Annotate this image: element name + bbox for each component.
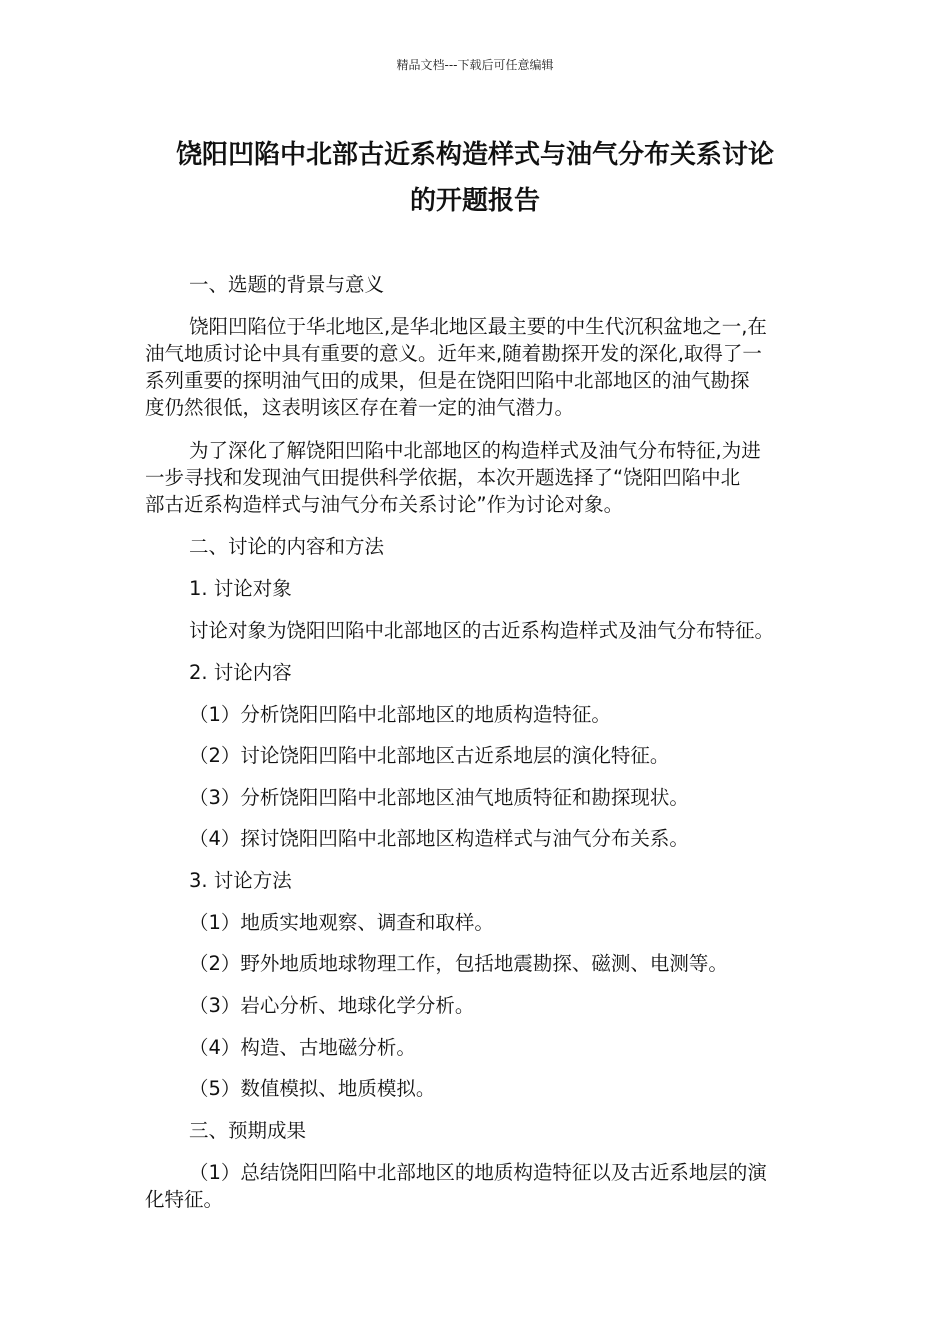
- subsection-1-heading: 1. 讨论对象: [189, 577, 292, 600]
- content-item: （1）分析饶阳凹陷中北部地区的地质构造特征。: [189, 703, 611, 726]
- paragraph-line: 化特征。: [145, 1188, 224, 1211]
- title-line-2: 的开题报告: [409, 186, 540, 216]
- paragraph-line: 系列重要的探明油气田的成果，但是在饶阳凹陷中北部地区的油气勘探: [145, 369, 750, 392]
- paragraph-line: 部古近系构造样式与油气分布关系讨论”作为讨论对象。: [145, 493, 624, 516]
- method-item: （2）野外地质地球物理工作，包括地震勘探、磁测、电测等。: [189, 952, 728, 975]
- paragraph-line: 度仍然很低，这表明该区存在着一定的油气潜力。: [145, 396, 575, 419]
- method-item: （4）构造、古地磁分析。: [189, 1036, 416, 1059]
- paragraph-line: 一步寻找和发现油气田提供科学依据，本次开题选择了“饶阳凹陷中北: [145, 466, 741, 489]
- paragraph-line: 为了深化了解饶阳凹陷中北部地区的构造样式及油气分布特征,为进: [189, 439, 761, 462]
- subsection-1-text: 讨论对象为饶阳凹陷中北部地区的古近系构造样式及油气分布特征。: [189, 619, 775, 642]
- method-item: （3）岩心分析、地球化学分析。: [189, 994, 475, 1017]
- section-3-heading: 三、预期成果: [189, 1119, 307, 1142]
- content-item: （4）探讨饶阳凹陷中北部地区构造样式与油气分布关系。: [189, 827, 689, 850]
- method-item: （1）地质实地观察、调查和取样。: [189, 911, 494, 934]
- subsection-3-heading: 3. 讨论方法: [189, 869, 292, 892]
- content-item: （3）分析饶阳凹陷中北部地区油气地质特征和勘探现状。: [189, 786, 689, 809]
- watermark-header: 精品文档---下载后可任意编辑: [396, 58, 554, 72]
- method-item: （5）数值模拟、地质模拟。: [189, 1077, 436, 1100]
- paragraph-results: [145, 1159, 807, 1213]
- title-line-1: 饶阳凹陷中北部古近系构造样式与油气分布关系讨论: [175, 140, 774, 170]
- subsection-2-heading: 2. 讨论内容: [189, 661, 292, 684]
- document-title: [140, 132, 810, 224]
- content-item: （2）讨论饶阳凹陷中北部地区古近系地层的演化特征。: [189, 744, 670, 767]
- paragraph-background: [145, 313, 807, 421]
- paragraph-line: （1）总结饶阳凹陷中北部地区的地质构造特征以及古近系地层的演: [189, 1161, 767, 1184]
- section-1-heading: 一、选题的背景与意义: [189, 273, 385, 296]
- paragraph-line: 油气地质讨论中具有重要的意义。近年来,随着勘探开发的深化,取得了一: [145, 342, 762, 365]
- paragraph-line: 饶阳凹陷位于华北地区,是华北地区最主要的中生代沉积盆地之一,在: [189, 315, 767, 338]
- section-2-heading: 二、讨论的内容和方法: [189, 535, 385, 558]
- paragraph-purpose: [145, 437, 807, 518]
